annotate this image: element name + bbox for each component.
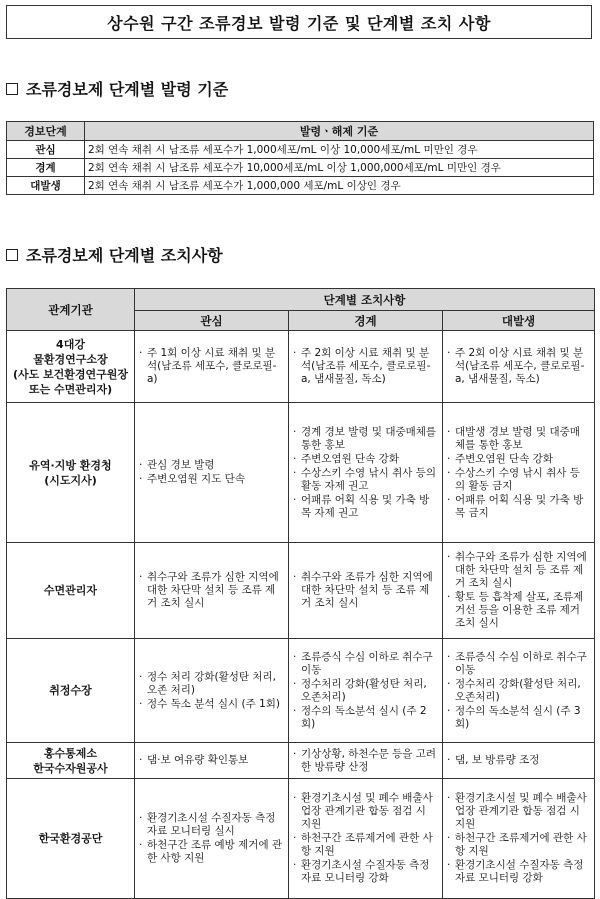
measures-table xyxy=(6,288,595,899)
measure-list xyxy=(447,426,590,520)
list-item: · 정수처리 강화(활성탄 처리, 오존처리) xyxy=(293,678,438,704)
criteria-cell: 2회 연속 채취 시 남조류 세포수가 1,000세포/mL 이상 10,000세포/mL 미만인 경우 xyxy=(85,141,594,159)
list-item: · 취수구와 조류가 심한 지역에 대한 차단막 설치 등 조류 제거 조치 실시 xyxy=(139,571,284,610)
org-line: 수면관리자 xyxy=(43,584,98,597)
measure-list xyxy=(293,347,438,386)
measure-cell xyxy=(443,331,595,403)
list-item: · 취수구와 조류가 심한 지역에 대한 차단막 설치 등 조류 제거 조치 실시 xyxy=(293,571,438,610)
list-item: · 어패류 어획 식용 및 가축 방목 금지 xyxy=(447,494,590,520)
org-line: 홍수통제소 xyxy=(43,746,98,760)
list-item: · 주 2회 이상 시료 채취 및 분석(남조류 세포수, 클로로필-a, 냄새물질, 독소) xyxy=(293,347,438,386)
measure-cell xyxy=(289,403,443,543)
measure-cell xyxy=(135,743,289,779)
measure-list xyxy=(293,571,438,610)
table-header-row xyxy=(7,289,595,311)
list-item: · 관심 경보 발령 xyxy=(139,459,284,472)
list-item: · 주변오염원 지도 단속 xyxy=(139,473,284,486)
measure-cell xyxy=(443,639,595,743)
header-level-attention: 관심 xyxy=(135,311,289,331)
list-item: · 주변오염원 단속 강화 xyxy=(293,453,438,466)
measure-cell xyxy=(443,743,595,779)
list-item: · 환경기초시설 수질자동 측정자료 모니터링 강화 xyxy=(293,859,438,885)
checkbox-square-icon xyxy=(6,249,18,261)
document-title: 상수원 구간 조류경보 발령 기준 및 단계별 조치 사항 xyxy=(6,5,592,39)
list-item: · 하천구간 조류제거에 관한 사항 지원 xyxy=(293,832,438,858)
list-item: · 정수의 독소분석 실시 (주 3회) xyxy=(447,705,590,731)
org-line: 한국환경공단 xyxy=(38,832,103,845)
list-item: · 황토 등 흡착제 살포, 조류제거선 등을 이용한 조류 제거 조치 실시 xyxy=(447,591,590,630)
measure-cell xyxy=(135,639,289,743)
measure-cell xyxy=(443,403,595,543)
org-line: 또는 수면관리자) xyxy=(28,382,113,396)
org-cell xyxy=(7,639,135,743)
list-item: · 어패류 어획 식용 및 가축 방목 자제 권고 xyxy=(293,494,438,520)
measure-list xyxy=(447,651,590,731)
org-cell xyxy=(7,779,135,899)
list-item: · 조류증식 수심 이하로 취수구 이동 xyxy=(447,651,590,677)
measure-cell xyxy=(443,543,595,639)
measure-list xyxy=(293,792,438,885)
list-item: · 정수 독소 분석 실시 (주 1회) xyxy=(139,698,284,711)
measure-list xyxy=(447,347,590,386)
table-header-row xyxy=(7,122,594,141)
measure-list xyxy=(139,459,284,486)
table-row xyxy=(7,159,594,177)
header-level-warning: 경계 xyxy=(289,311,443,331)
org-cell xyxy=(7,743,135,779)
measure-cell xyxy=(289,779,443,899)
header-org: 관계기관 xyxy=(7,289,135,331)
criteria-cell: 2회 연속 채취 시 남조류 세포수가 10,000세포/mL 이상 1,000,000세포/mL 미만인 경우 xyxy=(85,159,594,177)
list-item: · 댐·보 여유량 확인통보 xyxy=(139,754,284,767)
list-item: · 하천구간 조류제거에 관한 사항 지원 xyxy=(447,832,590,858)
org-line: 4대강 xyxy=(56,337,85,351)
measure-cell xyxy=(289,543,443,639)
table-row xyxy=(7,743,595,779)
list-item: · 수상스키 수영 낚시 취사 등의 활동 금지 xyxy=(447,467,590,493)
list-item: · 주 1회 이상 시료 채취 및 분석(남조류 세포수, 클로로필-a) xyxy=(139,347,284,386)
header-criteria: 발령ㆍ해제 기준 xyxy=(85,122,594,141)
criteria-cell: 2회 연속 채취 시 남조류 세포수가 1,000,000 세포/mL 이상인 경우 xyxy=(85,177,594,195)
list-item: · 대발생 경보 발령 및 대중매체를 통한 홍보 xyxy=(447,426,590,452)
measure-cell xyxy=(443,779,595,899)
section2-heading xyxy=(6,243,223,266)
list-item: · 환경기초시설 수질자동 측정자료 모니터링 실시 xyxy=(139,812,284,838)
org-line: 물환경연구소장 xyxy=(33,352,108,366)
list-item: · 취수구와 조류가 심한 지역에 대한 차단막 설치 등 조류 제거 조치 실시 xyxy=(447,551,590,590)
list-item: · 환경기초시설 및 폐수 배출사업장 관계기관 합동 점검 시 지원 xyxy=(293,792,438,831)
org-line: 유역·지방 환경청 xyxy=(29,458,112,472)
stage-cell: 관심 xyxy=(7,141,85,159)
measure-list xyxy=(139,347,284,386)
measure-cell xyxy=(289,743,443,779)
list-item: · 수상스키 수영 낚시 취사 등의 활동 자제 권고 xyxy=(293,467,438,493)
list-item: · 경계 경보 발령 및 대중매체를 통한 홍보 xyxy=(293,426,438,452)
measure-cell xyxy=(135,331,289,403)
header-stage: 경보단계 xyxy=(7,122,85,141)
list-item: · 주 2회 이상 시료 채취 및 분석(남조류 세포수, 클로로필-a, 냄새물질, 독소) xyxy=(447,347,590,386)
table-row xyxy=(7,543,595,639)
table-row xyxy=(7,141,594,159)
measure-cell xyxy=(289,331,443,403)
table-row xyxy=(7,177,594,195)
list-item: · 하천구간 조류 예방 제거에 관한 사항 지원 xyxy=(139,839,284,865)
table-row xyxy=(7,639,595,743)
measure-cell xyxy=(135,779,289,899)
org-cell xyxy=(7,543,135,639)
list-item: · 기상상황, 하천수문 등을 고려한 방류량 산정 xyxy=(293,748,438,774)
header-level-outbreak: 대발생 xyxy=(443,311,595,331)
org-cell xyxy=(7,331,135,403)
org-line: (시도지사) xyxy=(44,473,97,487)
org-line: 한국수자원공사 xyxy=(33,761,108,775)
org-line: (사도 보건환경연구원장 xyxy=(12,367,129,381)
list-item: · 정수처리 강화(활성탄 처리, 오존처리) xyxy=(447,678,590,704)
header-measures: 단계별 조치사항 xyxy=(135,289,595,311)
measure-cell xyxy=(135,543,289,639)
measure-list xyxy=(447,754,590,767)
section1-heading-text: 조류경보제 단계별 발령 기준 xyxy=(26,80,229,99)
stage-cell: 대발생 xyxy=(7,177,85,195)
org-line: 취정수장 xyxy=(49,684,92,697)
table-row xyxy=(7,403,595,543)
measure-list xyxy=(293,748,438,774)
measure-list xyxy=(293,426,438,520)
measure-list xyxy=(139,571,284,610)
list-item: · 정수의 독소분석 실시 (주 2회) xyxy=(293,705,438,731)
section1-heading xyxy=(6,77,228,100)
list-item: · 환경기초시설 및 폐수 배출사업장 관계기관 합동 점검 시 지원 xyxy=(447,792,590,831)
checkbox-square-icon xyxy=(6,83,18,95)
table-row xyxy=(7,331,595,403)
section2-heading-text: 조류경보제 단계별 조치사항 xyxy=(26,246,223,265)
list-item: · 정수 처리 강화(활성탄 처리, 오존 처리) xyxy=(139,671,284,697)
measures-table-body xyxy=(7,331,595,899)
alert-criteria-table xyxy=(6,121,594,195)
measure-list xyxy=(139,754,284,767)
stage-cell: 경계 xyxy=(7,159,85,177)
list-item: · 조류증식 수심 이하로 취수구 이동 xyxy=(293,651,438,677)
list-item: · 환경기초시설 수질자동 측정자료 모니터링 강화 xyxy=(447,859,590,885)
measure-list xyxy=(293,651,438,731)
measure-list xyxy=(139,671,284,711)
measure-list xyxy=(447,551,590,630)
org-cell xyxy=(7,403,135,543)
list-item: · 댐, 보 방류량 조정 xyxy=(447,754,590,767)
table-row xyxy=(7,779,595,899)
measure-cell xyxy=(289,639,443,743)
measure-list xyxy=(447,792,590,885)
measure-list xyxy=(139,812,284,865)
list-item: · 주변오염원 단속 강화 xyxy=(447,453,590,466)
measure-cell xyxy=(135,403,289,543)
